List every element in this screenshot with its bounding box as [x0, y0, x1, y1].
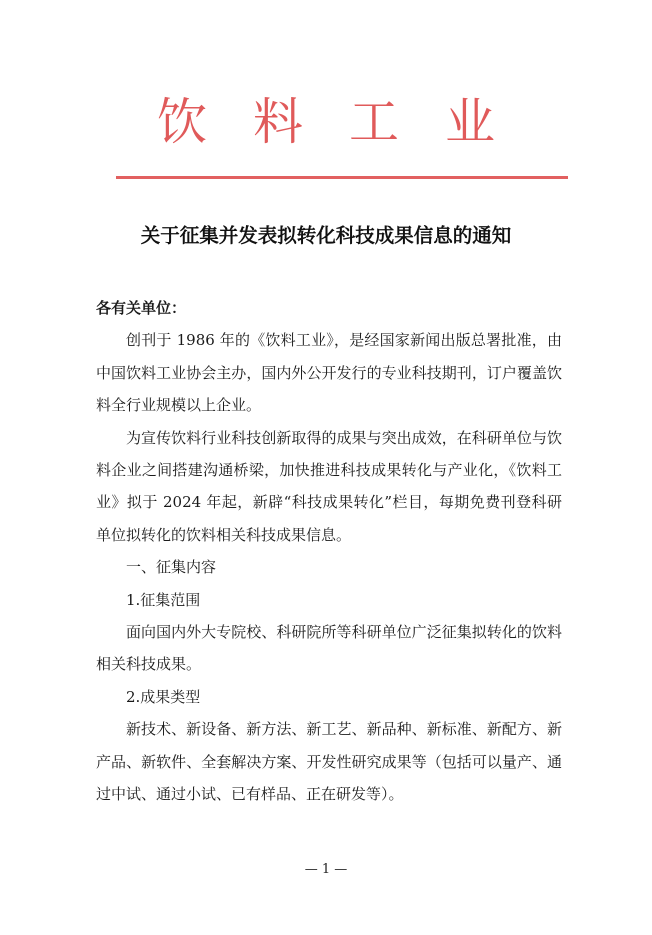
paragraph-intro: 创刊于 1986 年的《饮料工业》，是经国家新闻出版总署批准，由中国饮料工业协会主办，国内外公开发行的专业科技期刊，订户覆盖饮料全行业规模以上企业。 — [96, 331, 562, 415]
item-text-types: 新技术、新设备、新方法、新工艺、新品种、新标准、新配方、新产品、新软件、全套解决方案、开发性研究成果等（包括可以量产、通过中试、通过小试、已有样品、正在研发等）。 — [96, 720, 562, 804]
notice-title: 关于征集并发表拟转化科技成果信息的通知 — [140, 224, 512, 247]
paragraph-purpose: 为宣传饮料行业科技创新取得的成果与突出成效，在科研单位与饮料企业之间搭建沟通桥梁，加快推进科技成果转化与产业化，《饮料工业》拟于 2024 年起，新辟“科技成果转化”栏目，每期免费刊登科研单位拟转化的饮料相关科技成果信息。 — [96, 428, 562, 544]
journal-masthead: 饮料工业 — [157, 93, 541, 151]
salutation: 各有关单位： — [96, 299, 187, 317]
notice-body — [96, 292, 562, 811]
masthead-red-rule — [116, 176, 568, 179]
page-number: — 1 — — [304, 862, 348, 877]
item-heading-types: 2.成果类型 — [126, 687, 201, 706]
section-heading-collection: 一、征集内容 — [126, 558, 217, 577]
item-heading-scope: 1.征集范围 — [126, 590, 201, 609]
item-text-scope: 面向国内外大专院校、科研院所等科研单位广泛征集拟转化的饮料相关科技成果。 — [96, 623, 562, 674]
